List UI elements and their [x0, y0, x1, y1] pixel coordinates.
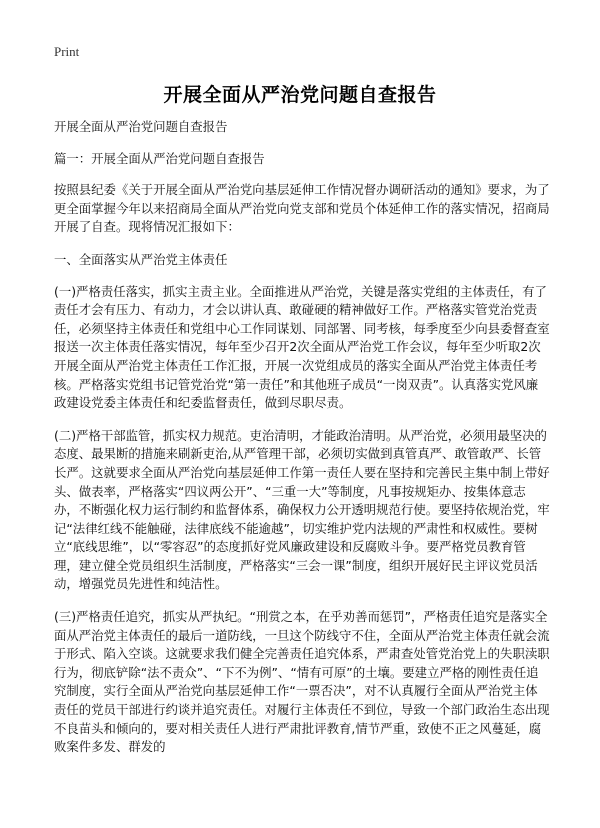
document-body: [54, 118, 550, 771]
body-paragraph: (一)严格责任落实，抓实主责主业。全面推进从严治党，关键是落实党组的主体责任，有了责任才会有压力、有动力，才会以讲认真、敢碰硬的精神做好工作。严格落实管党治党责任，必须坚持主体责任和党组中心工作同谋划、同部署、同考核，每季度至少向县委督查室报送一次主体责任落实情况，每年至少召开2次全面从严治党工作会议，每年至少听取2次开展全面从严治党主体责任工作汇报，开展一次党组成员的落实全面从严治党主体责任考核。严格落实党组书记管党治党“第一责任”和其他班子成员“一岗双责”。认真落实党风廉政建设党委主体责任和纪委监督责任，做到尽职尽责。: [54, 283, 550, 411]
body-paragraph: (二)严格干部监管，抓实权力规范。吏治清明，才能政治清明。从严治党，必须用最坚决的态度、最果断的措施来刷新吏治,从严管理干部，必须切实做到真管真严、敢管敢严、长管长严。这就要求全面从严治党向基层延伸工作第一责任人要在坚持和完善民主集中制上带好头、做表率，严格落实“四议两公开”、“三重一大”等制度，凡事按规矩办、按集体意志办，不断强化权力运行制约和监督体系，确保权力公开透明规范行使。要坚持依规治党，牢记“法律红线不能触碰，法律底线不能逾越”，切实维护党内法规的严肃性和权威性。要树立“底线思维”，以“零容忍”的态度抓好党风廉政建设和反腐败斗争。要严格党员教育管理，建立健全党员组织生活制度，严格落实“三会一课”制度，组织开展好民主评议党员活动，增强党员先进性和纯洁性。: [54, 427, 550, 592]
subtitle: 开展全面从严治党问题自查报告: [54, 119, 228, 134]
body-paragraph: (三)严格责任追究，抓实从严执纪。“刑赏之本，在乎劝善而惩罚”，严格责任追究是落实全面从严治党主体责任的最后一道防线，一旦这个防线守不住，全面从严治党主体责任就会流于形式、陷入空谈。这就要求我们健全完善责任追究体系，严肃查处管党治党上的失职渎职行为，彻底铲除“法不责众”、“下不为例”、“情有可原”的土壤。要建立严格的刚性责任追究制度，实行全面从严治党向基层延伸工作“一票否决”，对不认真履行全面从严治党主体责任的党员干部进行约谈并追究责任。对履行主体责任不到位，导致一个部门政治生态出现不良苗头和倾向的，要对相关责任人进行严肃批评教育,情节严重，致使不正之风蔓延，腐败案件多发、群发的: [54, 609, 550, 755]
section-heading: 一、全面落实从严治党主体责任: [54, 251, 228, 267]
part-heading: 篇一：开展全面从严治党问题自查报告: [54, 150, 265, 166]
print-link[interactable]: Print: [54, 44, 80, 59]
intro-paragraph: 按照县纪委《关于开展全面从严治党向基层延伸工作情况督办调研活动的通知》要求，为了更全面掌握今年以来招商局全面从严治党向党支部和党员个体延伸工作的落实情况，招商局开展了自查。现将情况汇报如下：: [54, 182, 550, 235]
document-title: 开展全面从严治党问题自查报告: [163, 84, 437, 106]
